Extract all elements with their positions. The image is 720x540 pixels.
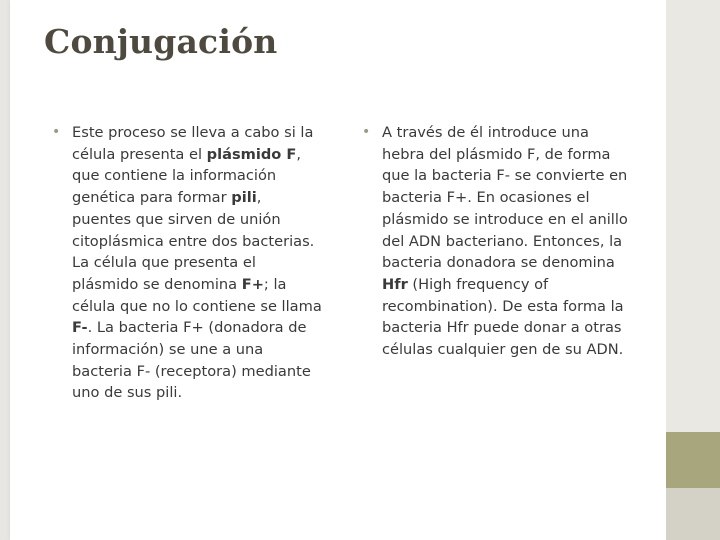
bold-term-hfr: Hfr — [382, 275, 408, 293]
bullet-icon: • — [362, 124, 371, 140]
accent-bar — [666, 432, 720, 488]
text-run: , que contiene la información genética para formar — [72, 145, 302, 207]
bullet-item-left — [52, 122, 324, 404]
bullet-text-right — [382, 122, 634, 361]
slide-title: Conjugación — [44, 22, 278, 61]
right-column — [362, 122, 634, 361]
bold-term-pili: pili — [231, 189, 257, 207]
bold-term-f-minus: F- — [72, 319, 88, 337]
bullet-icon: • — [52, 124, 61, 140]
text-run: A través de él introduce una hebra del plásmido F, de forma que la bacteria F- se convierte en bacteria F+. En ocasiones el plásmido se introduce en el anillo del ADN bacteriano. Entonces, la bacteria donadora se denomina — [382, 124, 628, 272]
text-run: ; la célula que no lo contiene se llama — [72, 275, 322, 315]
text-run: , puentes que sirven de unión citoplásmica entre dos bacterias. La célula que presenta el plásmido se denomina — [72, 189, 315, 293]
text-run: . La bacteria F+ (donadora de información) se une a una bacteria F- (receptora) mediante uno de sus pili. — [72, 319, 311, 402]
bold-term-plasmido-f: plásmido F — [206, 145, 297, 163]
text-run: (High frequency of recombination). De esta forma la bacteria Hfr puede donar a otras células cualquier gen de su ADN. — [382, 275, 624, 359]
text-run: Este proceso se lleva a cabo si la célula presenta el — [72, 124, 314, 163]
bullet-item-right — [362, 122, 634, 361]
left-column — [52, 122, 324, 404]
bullet-text-left — [72, 122, 324, 404]
accent-bar-bottom — [666, 488, 720, 540]
bold-term-f-plus: F+ — [241, 275, 264, 293]
